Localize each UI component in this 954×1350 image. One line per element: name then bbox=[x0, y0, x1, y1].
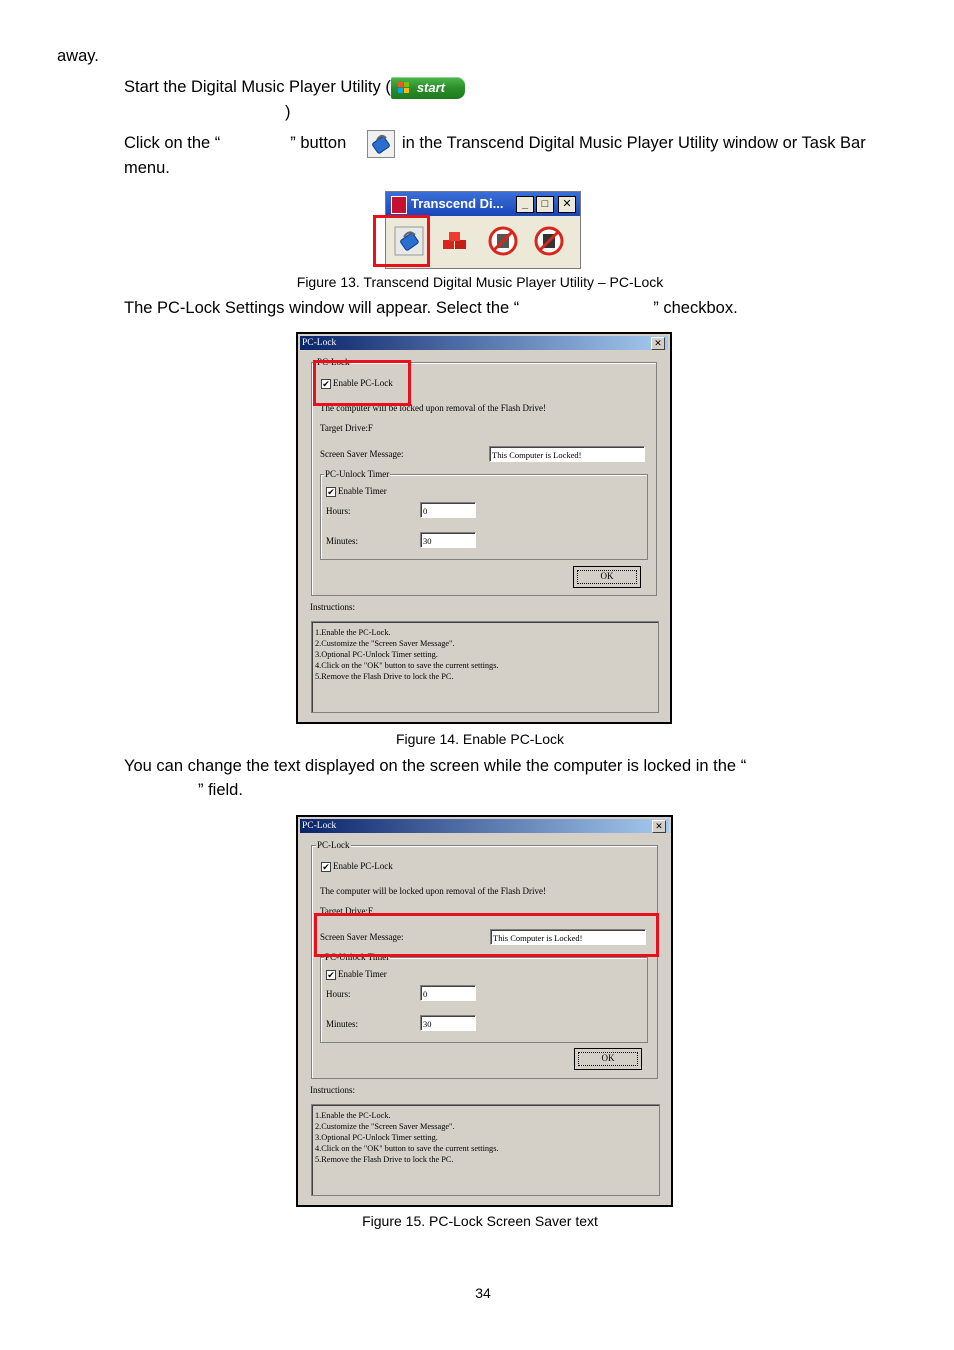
instructions-box bbox=[311, 621, 659, 713]
start-utility-close: ) bbox=[285, 103, 291, 121]
page-number: 34 bbox=[475, 1285, 491, 1301]
dialog-title: PC-Lock bbox=[300, 819, 669, 833]
utility-title: Transcend Di... bbox=[411, 196, 504, 211]
start-utility-text: Start the Digital Music Player Utility ( bbox=[124, 78, 391, 96]
lock-notice: The computer will be locked upon removal of the Flash Drive! bbox=[320, 403, 546, 413]
instruction-select-checkbox bbox=[124, 296, 738, 321]
ok-button[interactable] bbox=[574, 1048, 642, 1070]
dialog-title: PC-Lock bbox=[300, 336, 668, 350]
windows-start-button-image bbox=[391, 77, 465, 99]
click-text-a: Click on the “ bbox=[124, 134, 221, 152]
red-blocks-icon bbox=[440, 226, 470, 256]
instructions-box bbox=[311, 1104, 660, 1196]
enable-timer-label: Enable Timer bbox=[338, 486, 387, 496]
ok-button[interactable] bbox=[573, 566, 641, 588]
lock-icon bbox=[368, 131, 394, 157]
instruction-line: 1.Enable the PC-Lock. bbox=[315, 1111, 391, 1120]
instruction-line: 5.Remove the Flash Drive to lock the PC. bbox=[315, 672, 454, 681]
dialog-close-button[interactable]: ✕ bbox=[651, 337, 665, 350]
minutes-label: Minutes: bbox=[326, 536, 359, 546]
instruction-click-pclock bbox=[124, 131, 346, 156]
hours-input[interactable]: 0 bbox=[420, 985, 476, 1001]
minimize-button[interactable]: _ bbox=[516, 196, 534, 213]
minutes-label: Minutes: bbox=[326, 1019, 359, 1029]
eject-tool-button[interactable] bbox=[534, 226, 564, 256]
blocks-tool-button[interactable] bbox=[440, 226, 470, 256]
figure-13-caption: Figure 13. Transcend Digital Music Player Utility – PC-Lock bbox=[296, 274, 664, 290]
enable-pclock-label: Enable PC-Lock bbox=[333, 861, 393, 871]
instruction-line: 3.Optional PC-Unlock Timer setting. bbox=[315, 1133, 438, 1142]
group-timer-legend: PC-Unlock Timer bbox=[325, 469, 390, 479]
utility-title-bar bbox=[386, 192, 580, 216]
no-eject-icon bbox=[534, 226, 564, 256]
highlight-enable-pclock bbox=[313, 360, 411, 406]
screen-saver-label: Screen Saver Message: bbox=[320, 932, 404, 942]
figure-14-caption: Figure 14. Enable PC-Lock bbox=[395, 731, 565, 747]
highlight-pclock-button bbox=[373, 215, 430, 267]
pclock-button-inline bbox=[367, 130, 395, 158]
instructions-label: Instructions: bbox=[310, 1085, 355, 1095]
enable-pclock-checkbox[interactable]: ✔ bbox=[322, 862, 330, 872]
instruction-line: 4.Click on the "OK" button to save the current settings. bbox=[315, 661, 499, 670]
instruction-line: 4.Click on the "OK" button to save the current settings. bbox=[315, 1144, 499, 1153]
no-format-icon bbox=[488, 226, 518, 256]
click-text-b: ” button bbox=[290, 134, 347, 152]
instruction-line: 1.Enable the PC-Lock. bbox=[315, 628, 391, 637]
enable-timer-label: Enable Timer bbox=[338, 969, 387, 979]
group-pclock-legend: PC-Lock bbox=[317, 840, 350, 850]
lock-notice: The computer will be locked upon removal of the Flash Drive! bbox=[320, 886, 546, 896]
ok-label: OK bbox=[601, 1053, 615, 1063]
format-tool-button[interactable] bbox=[488, 226, 518, 256]
screen-saver-input[interactable]: This Computer is Locked! bbox=[490, 929, 646, 945]
group-pclock-legend: PC-Lock bbox=[317, 357, 350, 367]
click-text-c: in the Transcend Digital Music Player Utility window or Task Bar bbox=[402, 134, 866, 152]
maximize-button[interactable]: □ bbox=[536, 196, 554, 213]
enable-timer-checkbox[interactable]: ✔ bbox=[327, 487, 335, 497]
instruction-start-utility bbox=[124, 75, 465, 100]
instruction-line: 3.Optional PC-Unlock Timer setting. bbox=[315, 650, 438, 659]
enable-pclock-label: Enable PC-Lock bbox=[333, 378, 393, 388]
instruction-line: 5.Remove the Flash Drive to lock the PC. bbox=[315, 1155, 454, 1164]
click-text-d: menu. bbox=[124, 159, 170, 177]
instruction-line: 2.Customize the "Screen Saver Message". bbox=[315, 1122, 455, 1131]
instruction-change-text: You can change the text displayed on the screen while the computer is locked in the “ bbox=[124, 757, 747, 775]
text-away: away. bbox=[57, 47, 99, 65]
select-text-a: The PC-Lock Settings window will appear. Select the “ bbox=[124, 299, 520, 317]
instructions-label: Instructions: bbox=[310, 602, 355, 612]
start-label: start bbox=[416, 79, 446, 95]
transcend-app-icon bbox=[391, 196, 407, 214]
dialog-close-button[interactable]: ✕ bbox=[652, 820, 666, 833]
screen-saver-label: Screen Saver Message: bbox=[320, 449, 404, 459]
minutes-input[interactable]: 30 bbox=[420, 532, 476, 548]
ok-label: OK bbox=[600, 571, 614, 581]
minutes-input[interactable]: 30 bbox=[420, 1015, 476, 1031]
target-drive: Target Drive:F bbox=[320, 423, 373, 433]
enable-pclock-checkbox[interactable]: ✔ bbox=[322, 379, 330, 389]
instruction-change-text-end: ” field. bbox=[198, 781, 243, 799]
hours-label: Hours: bbox=[326, 506, 351, 516]
highlight-screen-saver bbox=[314, 913, 659, 957]
select-text-b: ” checkbox. bbox=[653, 299, 738, 317]
pclock-dialog-fig15 bbox=[296, 815, 673, 1207]
figure-15-caption: Figure 15. PC-Lock Screen Saver text bbox=[362, 1213, 598, 1229]
windows-flag-icon bbox=[398, 82, 410, 94]
close-button[interactable]: ✕ bbox=[558, 196, 576, 213]
screen-saver-input[interactable]: This Computer is Locked! bbox=[489, 446, 645, 462]
instruction-line: 2.Customize the "Screen Saver Message". bbox=[315, 639, 455, 648]
enable-timer-checkbox[interactable]: ✔ bbox=[327, 970, 335, 980]
hours-input[interactable]: 0 bbox=[420, 502, 476, 518]
hours-label: Hours: bbox=[326, 989, 351, 999]
target-drive: Target Drive:F bbox=[320, 906, 373, 916]
group-timer-legend: PC-Unlock Timer bbox=[325, 952, 390, 962]
